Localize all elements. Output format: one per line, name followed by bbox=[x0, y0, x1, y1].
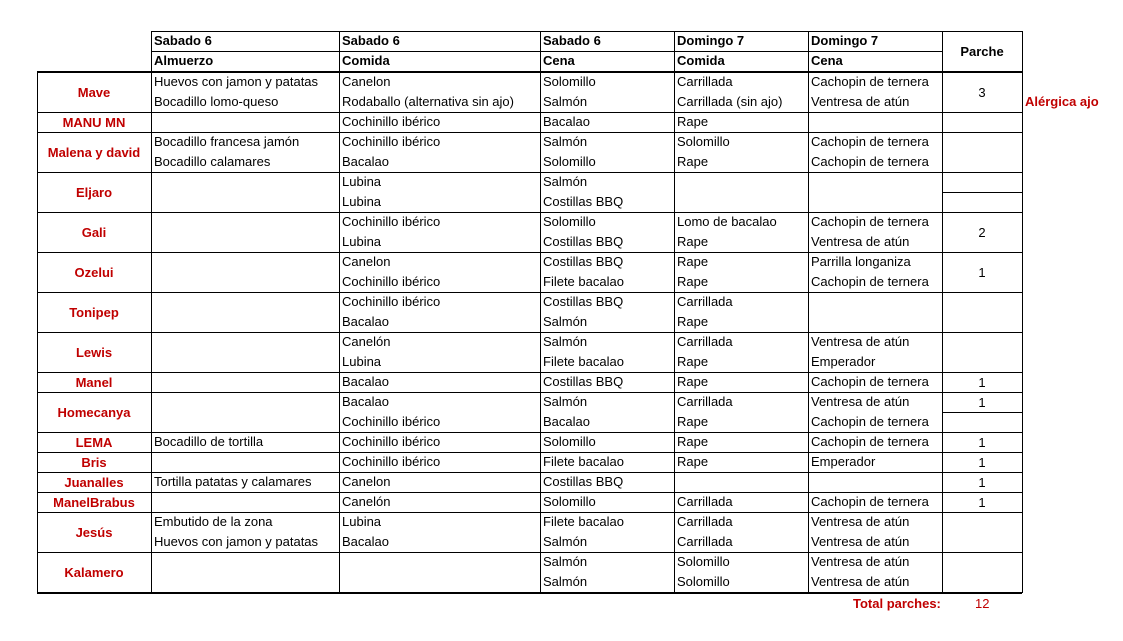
parche-cell[interactable] bbox=[942, 112, 1022, 132]
meal-cell[interactable] bbox=[808, 192, 942, 212]
meal-cell[interactable] bbox=[339, 572, 540, 592]
parche-cell[interactable]: 1 bbox=[978, 494, 986, 510]
meal-cell[interactable]: Salmón bbox=[543, 554, 588, 569]
meal-cell[interactable]: Salmón bbox=[543, 314, 588, 329]
meal-cell[interactable]: Rape bbox=[677, 414, 709, 429]
grid-line bbox=[339, 72, 340, 592]
meal-cell[interactable] bbox=[151, 212, 339, 232]
meal-cell[interactable]: Cochinillo ibérico bbox=[342, 414, 441, 429]
meal-cell[interactable]: Costillas BBQ bbox=[543, 254, 624, 269]
meal-cell[interactable]: Canelon bbox=[342, 474, 391, 489]
meal-cell[interactable]: Ventresa de atún bbox=[811, 574, 910, 589]
meal-cell[interactable] bbox=[151, 492, 339, 512]
meal-cell[interactable]: Cochinillo ibérico bbox=[342, 274, 441, 289]
meal-cell[interactable]: Cochinillo ibérico bbox=[342, 454, 441, 469]
meal-cell[interactable]: Emperador bbox=[811, 354, 876, 369]
grid-line bbox=[942, 31, 943, 72]
person-name[interactable]: Mave bbox=[77, 84, 111, 100]
meal-cell[interactable]: Canelon bbox=[342, 74, 391, 89]
table-left-border bbox=[37, 72, 38, 593]
parche-cell[interactable] bbox=[942, 172, 1022, 192]
grid-line bbox=[808, 72, 809, 592]
person-name[interactable]: Ozelui bbox=[74, 264, 114, 280]
meal-cell[interactable]: Rape bbox=[677, 254, 709, 269]
person-name[interactable]: Kalamero bbox=[64, 564, 124, 580]
meal-cell[interactable] bbox=[151, 392, 339, 412]
meal-cell[interactable]: Ventresa de atún bbox=[811, 234, 910, 249]
meal-cell[interactable]: Lubina bbox=[342, 234, 382, 249]
grid-line bbox=[540, 72, 541, 592]
person-name[interactable]: Gali bbox=[81, 224, 107, 240]
meal-cell[interactable] bbox=[151, 412, 339, 432]
meal-cell[interactable]: Parrilla longaniza bbox=[811, 254, 911, 269]
meal-cell[interactable]: Bacalao bbox=[342, 154, 389, 169]
meal-cell[interactable]: Lubina bbox=[342, 174, 382, 189]
meal-cell[interactable]: Bocadillo francesa jamón bbox=[154, 134, 300, 149]
meal-cell[interactable]: Filete bacalao bbox=[543, 274, 624, 289]
parche-cell[interactable] bbox=[942, 512, 1022, 552]
meal-cell[interactable]: Cochinillo ibérico bbox=[342, 114, 441, 129]
meal-cell[interactable]: Rape bbox=[677, 154, 709, 169]
meal-cell[interactable]: Carrillada bbox=[677, 394, 733, 409]
parche-cell[interactable] bbox=[942, 132, 1022, 172]
person-name[interactable]: Malena y david bbox=[47, 144, 141, 160]
meal-cell[interactable]: Bocadillo calamares bbox=[154, 154, 271, 169]
parche-cell[interactable]: 1 bbox=[978, 394, 986, 410]
person-name[interactable]: Juanalles bbox=[64, 474, 124, 490]
meal-cell[interactable] bbox=[808, 172, 942, 192]
meal-cell[interactable]: Solomillo bbox=[543, 494, 596, 509]
meal-cell[interactable]: Solomillo bbox=[677, 574, 730, 589]
meal-cell[interactable]: Costillas BBQ bbox=[543, 474, 624, 489]
meal-cell[interactable]: Bacalao bbox=[543, 414, 590, 429]
meal-cell[interactable]: Lubina bbox=[342, 194, 382, 209]
parche-divider bbox=[942, 192, 1022, 193]
day-header[interactable]: Sabado 6 bbox=[154, 33, 212, 48]
parche-divider bbox=[942, 412, 1022, 413]
meal-cell[interactable]: Cochinillo ibérico bbox=[342, 434, 441, 449]
meal-cell[interactable] bbox=[151, 292, 339, 312]
meal-cell[interactable]: Cachopin de ternera bbox=[811, 134, 929, 149]
meal-cell[interactable]: Bacalao bbox=[342, 314, 389, 329]
meal-cell[interactable]: Ventresa de atún bbox=[811, 514, 910, 529]
meal-cell[interactable]: Carrillada bbox=[677, 74, 733, 89]
person-name[interactable]: Bris bbox=[81, 454, 107, 470]
meal-cell[interactable]: Carrillada bbox=[677, 534, 733, 549]
meal-cell[interactable]: Cachopin de ternera bbox=[811, 74, 929, 89]
person-name[interactable]: Manel bbox=[75, 374, 113, 390]
meal-cell[interactable]: Rape bbox=[677, 354, 709, 369]
meal-cell[interactable]: Rape bbox=[677, 434, 709, 449]
parche-header[interactable]: Parche bbox=[960, 44, 1004, 59]
parche-cell[interactable]: 2 bbox=[978, 224, 986, 240]
meal-cell[interactable]: Salmón bbox=[543, 134, 588, 149]
meal-cell[interactable]: Rape bbox=[677, 234, 709, 249]
meal-cell[interactable]: Solomillo bbox=[677, 554, 730, 569]
meal-header[interactable]: Comida bbox=[677, 53, 725, 68]
meal-cell[interactable]: Filete bacalao bbox=[543, 514, 624, 529]
grid-line bbox=[151, 51, 942, 52]
parche-cell[interactable]: 1 bbox=[978, 374, 986, 390]
meal-cell[interactable]: Rape bbox=[677, 374, 709, 389]
meal-cell[interactable]: Lomo de bacalao bbox=[677, 214, 777, 229]
meal-cell[interactable]: Salmón bbox=[543, 574, 588, 589]
meal-cell[interactable]: Ventresa de atún bbox=[811, 394, 910, 409]
person-name[interactable]: ManelBrabus bbox=[53, 494, 135, 510]
meal-cell[interactable] bbox=[151, 452, 339, 472]
meal-cell[interactable]: Cachopin de ternera bbox=[811, 414, 929, 429]
day-header[interactable]: Sabado 6 bbox=[543, 33, 601, 48]
grid-line bbox=[540, 31, 541, 72]
day-header[interactable]: Sabado 6 bbox=[342, 33, 400, 48]
meal-cell[interactable]: Salmón bbox=[543, 534, 588, 549]
meal-cell[interactable] bbox=[151, 352, 339, 372]
meal-cell[interactable]: Huevos con jamon y patatas bbox=[154, 534, 319, 549]
meal-cell[interactable] bbox=[808, 472, 942, 492]
meal-cell[interactable]: Tortilla patatas y calamares bbox=[154, 474, 312, 489]
meal-cell[interactable]: Cachopin de ternera bbox=[811, 274, 929, 289]
parche-column-border bbox=[942, 72, 943, 592]
meal-cell[interactable]: Rape bbox=[677, 274, 709, 289]
parche-cell[interactable]: 1 bbox=[978, 474, 986, 490]
meal-cell[interactable]: Bocadillo lomo-queso bbox=[154, 94, 279, 109]
meal-cell[interactable] bbox=[808, 112, 942, 132]
parche-cell[interactable]: 1 bbox=[978, 264, 986, 280]
meal-cell[interactable] bbox=[151, 112, 339, 132]
meal-cell[interactable] bbox=[151, 332, 339, 352]
parche-cell[interactable] bbox=[942, 192, 1022, 212]
person-name[interactable]: Eljaro bbox=[75, 184, 113, 200]
meal-cell[interactable]: Lubina bbox=[342, 354, 382, 369]
meal-cell[interactable] bbox=[151, 552, 339, 572]
table-right-border bbox=[1022, 72, 1023, 593]
parche-cell[interactable]: 1 bbox=[978, 454, 986, 470]
meal-cell[interactable] bbox=[339, 552, 540, 572]
meal-header[interactable]: Cena bbox=[811, 53, 843, 68]
meal-cell[interactable]: Solomillo bbox=[677, 134, 730, 149]
person-name[interactable]: Homecanya bbox=[57, 404, 131, 420]
meal-cell[interactable]: Costillas BBQ bbox=[543, 294, 624, 309]
meal-cell[interactable]: Carrillada bbox=[677, 334, 733, 349]
meal-cell[interactable]: Solomillo bbox=[543, 434, 596, 449]
parche-cell[interactable] bbox=[942, 292, 1022, 332]
meal-cell[interactable]: Ventresa de atún bbox=[811, 94, 910, 109]
meal-cell[interactable]: Bacalao bbox=[342, 534, 389, 549]
meal-cell[interactable]: Bacalao bbox=[543, 114, 590, 129]
meal-cell[interactable]: Carrillada bbox=[677, 294, 733, 309]
meal-cell[interactable]: Cochinillo ibérico bbox=[342, 214, 441, 229]
meal-cell[interactable]: Cochinillo ibérico bbox=[342, 294, 441, 309]
meal-cell[interactable] bbox=[151, 372, 339, 392]
parche-cell[interactable] bbox=[942, 332, 1022, 372]
total-label: Total parches: bbox=[853, 596, 941, 611]
grid-line bbox=[674, 31, 675, 72]
table-bottom-border bbox=[37, 592, 1022, 594]
person-name[interactable]: MANU MN bbox=[62, 114, 126, 130]
meal-cell[interactable]: Carrillada bbox=[677, 514, 733, 529]
person-name[interactable]: LEMA bbox=[75, 434, 113, 450]
name-column-border bbox=[151, 72, 152, 592]
meal-cell[interactable]: Ventresa de atún bbox=[811, 534, 910, 549]
meal-cell[interactable]: Rape bbox=[677, 114, 709, 129]
meal-cell[interactable]: Carrillada (sin ajo) bbox=[677, 94, 783, 109]
meal-cell[interactable]: Cachopin de ternera bbox=[811, 374, 929, 389]
meal-cell[interactable]: Salmón bbox=[543, 174, 588, 189]
meal-cell[interactable]: Costillas BBQ bbox=[543, 194, 624, 209]
meal-cell[interactable] bbox=[674, 192, 808, 212]
meal-header[interactable]: Cena bbox=[543, 53, 575, 68]
meal-cell[interactable]: Salmón bbox=[543, 394, 588, 409]
day-header[interactable]: Domingo 7 bbox=[677, 33, 745, 48]
total-value[interactable]: 12 bbox=[975, 596, 990, 611]
meal-cell[interactable]: Ventresa de atún bbox=[811, 334, 910, 349]
meal-cell[interactable] bbox=[674, 172, 808, 192]
meal-cell[interactable]: Filete bacalao bbox=[543, 354, 624, 369]
parche-cell[interactable] bbox=[942, 412, 1022, 432]
person-name[interactable]: Tonipep bbox=[69, 304, 119, 320]
meal-cell[interactable] bbox=[808, 312, 942, 332]
meal-cell[interactable]: Salmón bbox=[543, 334, 588, 349]
meal-cell[interactable]: Bacalao bbox=[342, 394, 389, 409]
meal-cell[interactable] bbox=[808, 292, 942, 312]
meal-cell[interactable]: Cochinillo ibérico bbox=[342, 134, 441, 149]
meal-cell[interactable]: Costillas BBQ bbox=[543, 374, 624, 389]
meal-cell[interactable] bbox=[151, 192, 339, 212]
meal-cell[interactable]: Carrillada bbox=[677, 494, 733, 509]
meal-cell[interactable]: Solomillo bbox=[543, 214, 596, 229]
grid-line bbox=[674, 72, 675, 592]
meal-cell[interactable]: Cachopin de ternera bbox=[811, 154, 929, 169]
meal-cell[interactable]: Cachopin de ternera bbox=[811, 434, 929, 449]
meal-cell[interactable]: Cachopin de ternera bbox=[811, 214, 929, 229]
person-name[interactable]: Jesús bbox=[75, 524, 113, 540]
meal-cell[interactable]: Rodaballo (alternativa sin ajo) bbox=[342, 94, 514, 109]
meal-cell[interactable]: Embutido de la zona bbox=[154, 514, 273, 529]
meal-cell[interactable]: Huevos con jamon y patatas bbox=[154, 74, 319, 89]
meal-header[interactable]: Comida bbox=[342, 53, 390, 68]
meal-cell[interactable]: Bacalao bbox=[342, 374, 389, 389]
meal-cell[interactable]: Salmón bbox=[543, 94, 588, 109]
meal-cell[interactable]: Costillas BBQ bbox=[543, 234, 624, 249]
meal-cell[interactable]: Solomillo bbox=[543, 74, 596, 89]
meal-cell[interactable]: Cachopin de ternera bbox=[811, 494, 929, 509]
meal-cell[interactable]: Bocadillo de tortilla bbox=[154, 434, 264, 449]
meal-cell[interactable]: Solomillo bbox=[543, 154, 596, 169]
grid-line bbox=[339, 31, 340, 72]
grid-line bbox=[151, 31, 1022, 32]
meal-cell[interactable]: Rape bbox=[677, 314, 709, 329]
parche-cell[interactable]: 3 bbox=[978, 84, 986, 100]
meal-cell[interactable] bbox=[151, 572, 339, 592]
meal-cell[interactable]: Canelón bbox=[342, 494, 391, 509]
meal-cell[interactable]: Ventresa de atún bbox=[811, 554, 910, 569]
meal-cell[interactable]: Canelon bbox=[342, 254, 391, 269]
meal-cell[interactable]: Filete bacalao bbox=[543, 454, 624, 469]
meal-cell[interactable] bbox=[151, 232, 339, 252]
allergy-note: Alérgica ajo bbox=[1025, 94, 1099, 109]
grid-line bbox=[808, 31, 809, 72]
parche-cell[interactable] bbox=[942, 552, 1022, 592]
parche-cell[interactable]: 1 bbox=[978, 434, 986, 450]
meal-cell[interactable]: Canelón bbox=[342, 334, 391, 349]
day-header[interactable]: Domingo 7 bbox=[811, 33, 879, 48]
meal-cell[interactable] bbox=[151, 172, 339, 192]
person-name[interactable]: Lewis bbox=[75, 344, 113, 360]
meal-cell[interactable]: Rape bbox=[677, 454, 709, 469]
grid-line bbox=[151, 31, 152, 72]
grid-line bbox=[1022, 31, 1023, 72]
meal-cell[interactable]: Lubina bbox=[342, 514, 382, 529]
meal-header[interactable]: Almuerzo bbox=[154, 53, 214, 68]
meal-cell[interactable] bbox=[674, 472, 808, 492]
meal-cell[interactable] bbox=[151, 252, 339, 272]
meal-cell[interactable] bbox=[151, 312, 339, 332]
meal-cell[interactable]: Emperador bbox=[811, 454, 876, 469]
meal-cell[interactable] bbox=[151, 272, 339, 292]
